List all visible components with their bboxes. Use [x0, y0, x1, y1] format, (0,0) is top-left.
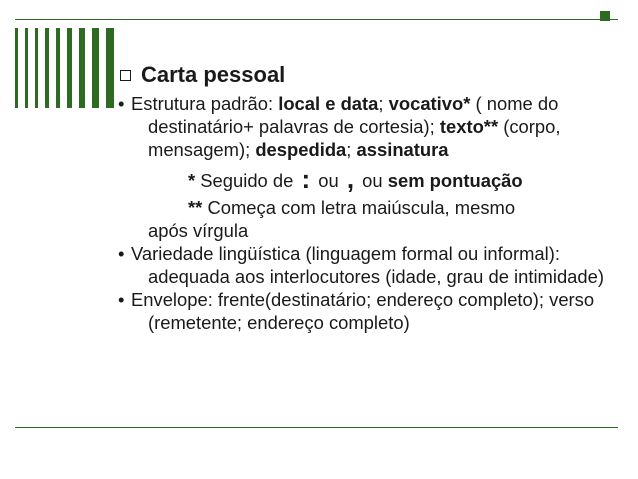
note-texto-continued — [118, 219, 628, 242]
structure-lead: Estrutura padrão: — [131, 93, 279, 114]
envelope-text: Envelope: frente(destinatário; endereço completo); verso (remetente; endereço completo) — [131, 289, 595, 333]
stripe — [67, 28, 72, 108]
texto: texto** — [439, 116, 499, 137]
separator: ; — [378, 93, 389, 114]
variedade-bullet — [118, 242, 628, 288]
slide-title-row — [118, 62, 628, 88]
colon-mark: : — [301, 164, 311, 194]
slide-title: Carta pessoal — [141, 62, 286, 87]
stripe — [45, 28, 49, 108]
note-text: ou — [313, 170, 344, 191]
stripe — [25, 28, 28, 108]
comma-mark: , — [346, 164, 355, 194]
structure-bullet — [118, 92, 628, 161]
despedida: despedida — [255, 139, 347, 160]
bullet-glyph: • — [118, 289, 125, 310]
corner-square — [600, 11, 610, 21]
note-text: Começa com letra maiúscula, mesmo — [202, 197, 516, 218]
bullet-glyph: • — [118, 93, 125, 114]
decorative-stripes — [15, 28, 127, 108]
bullet-glyph: • — [118, 243, 125, 264]
stripe — [56, 28, 60, 108]
note-text: Seguido de — [195, 170, 299, 191]
stripe — [92, 28, 99, 108]
vocativo: vocativo* — [388, 93, 471, 114]
note-text: ou — [357, 170, 388, 191]
note-star: * — [188, 170, 196, 191]
separator: ; — [346, 139, 357, 160]
bottom-rule — [15, 427, 618, 428]
note-vocativo — [118, 164, 628, 194]
stripe — [15, 28, 18, 108]
texto-detail: (corpo, mensagem); — [148, 116, 561, 160]
slide-content — [118, 62, 628, 334]
assinatura: assinatura — [356, 139, 449, 160]
stripe — [79, 28, 85, 108]
sem-pontuacao: sem pontuação — [387, 170, 523, 191]
note-text: após vírgula — [148, 220, 249, 241]
stripe — [106, 28, 114, 108]
variedade-text: Variedade lingüística (linguagem formal ou informal): adequada aos interlocutores (idade, grau de intimidade) — [131, 243, 604, 287]
note-stars: ** — [188, 197, 203, 218]
stripe — [35, 28, 38, 108]
local-e-data: local e data — [278, 93, 379, 114]
checkbox-square-icon — [120, 70, 131, 81]
top-rule — [15, 19, 618, 20]
envelope-bullet — [118, 288, 628, 334]
vocativo-detail: ( nome do destinatário+ palavras de cortesia); — [148, 93, 559, 137]
note-texto — [118, 196, 628, 219]
